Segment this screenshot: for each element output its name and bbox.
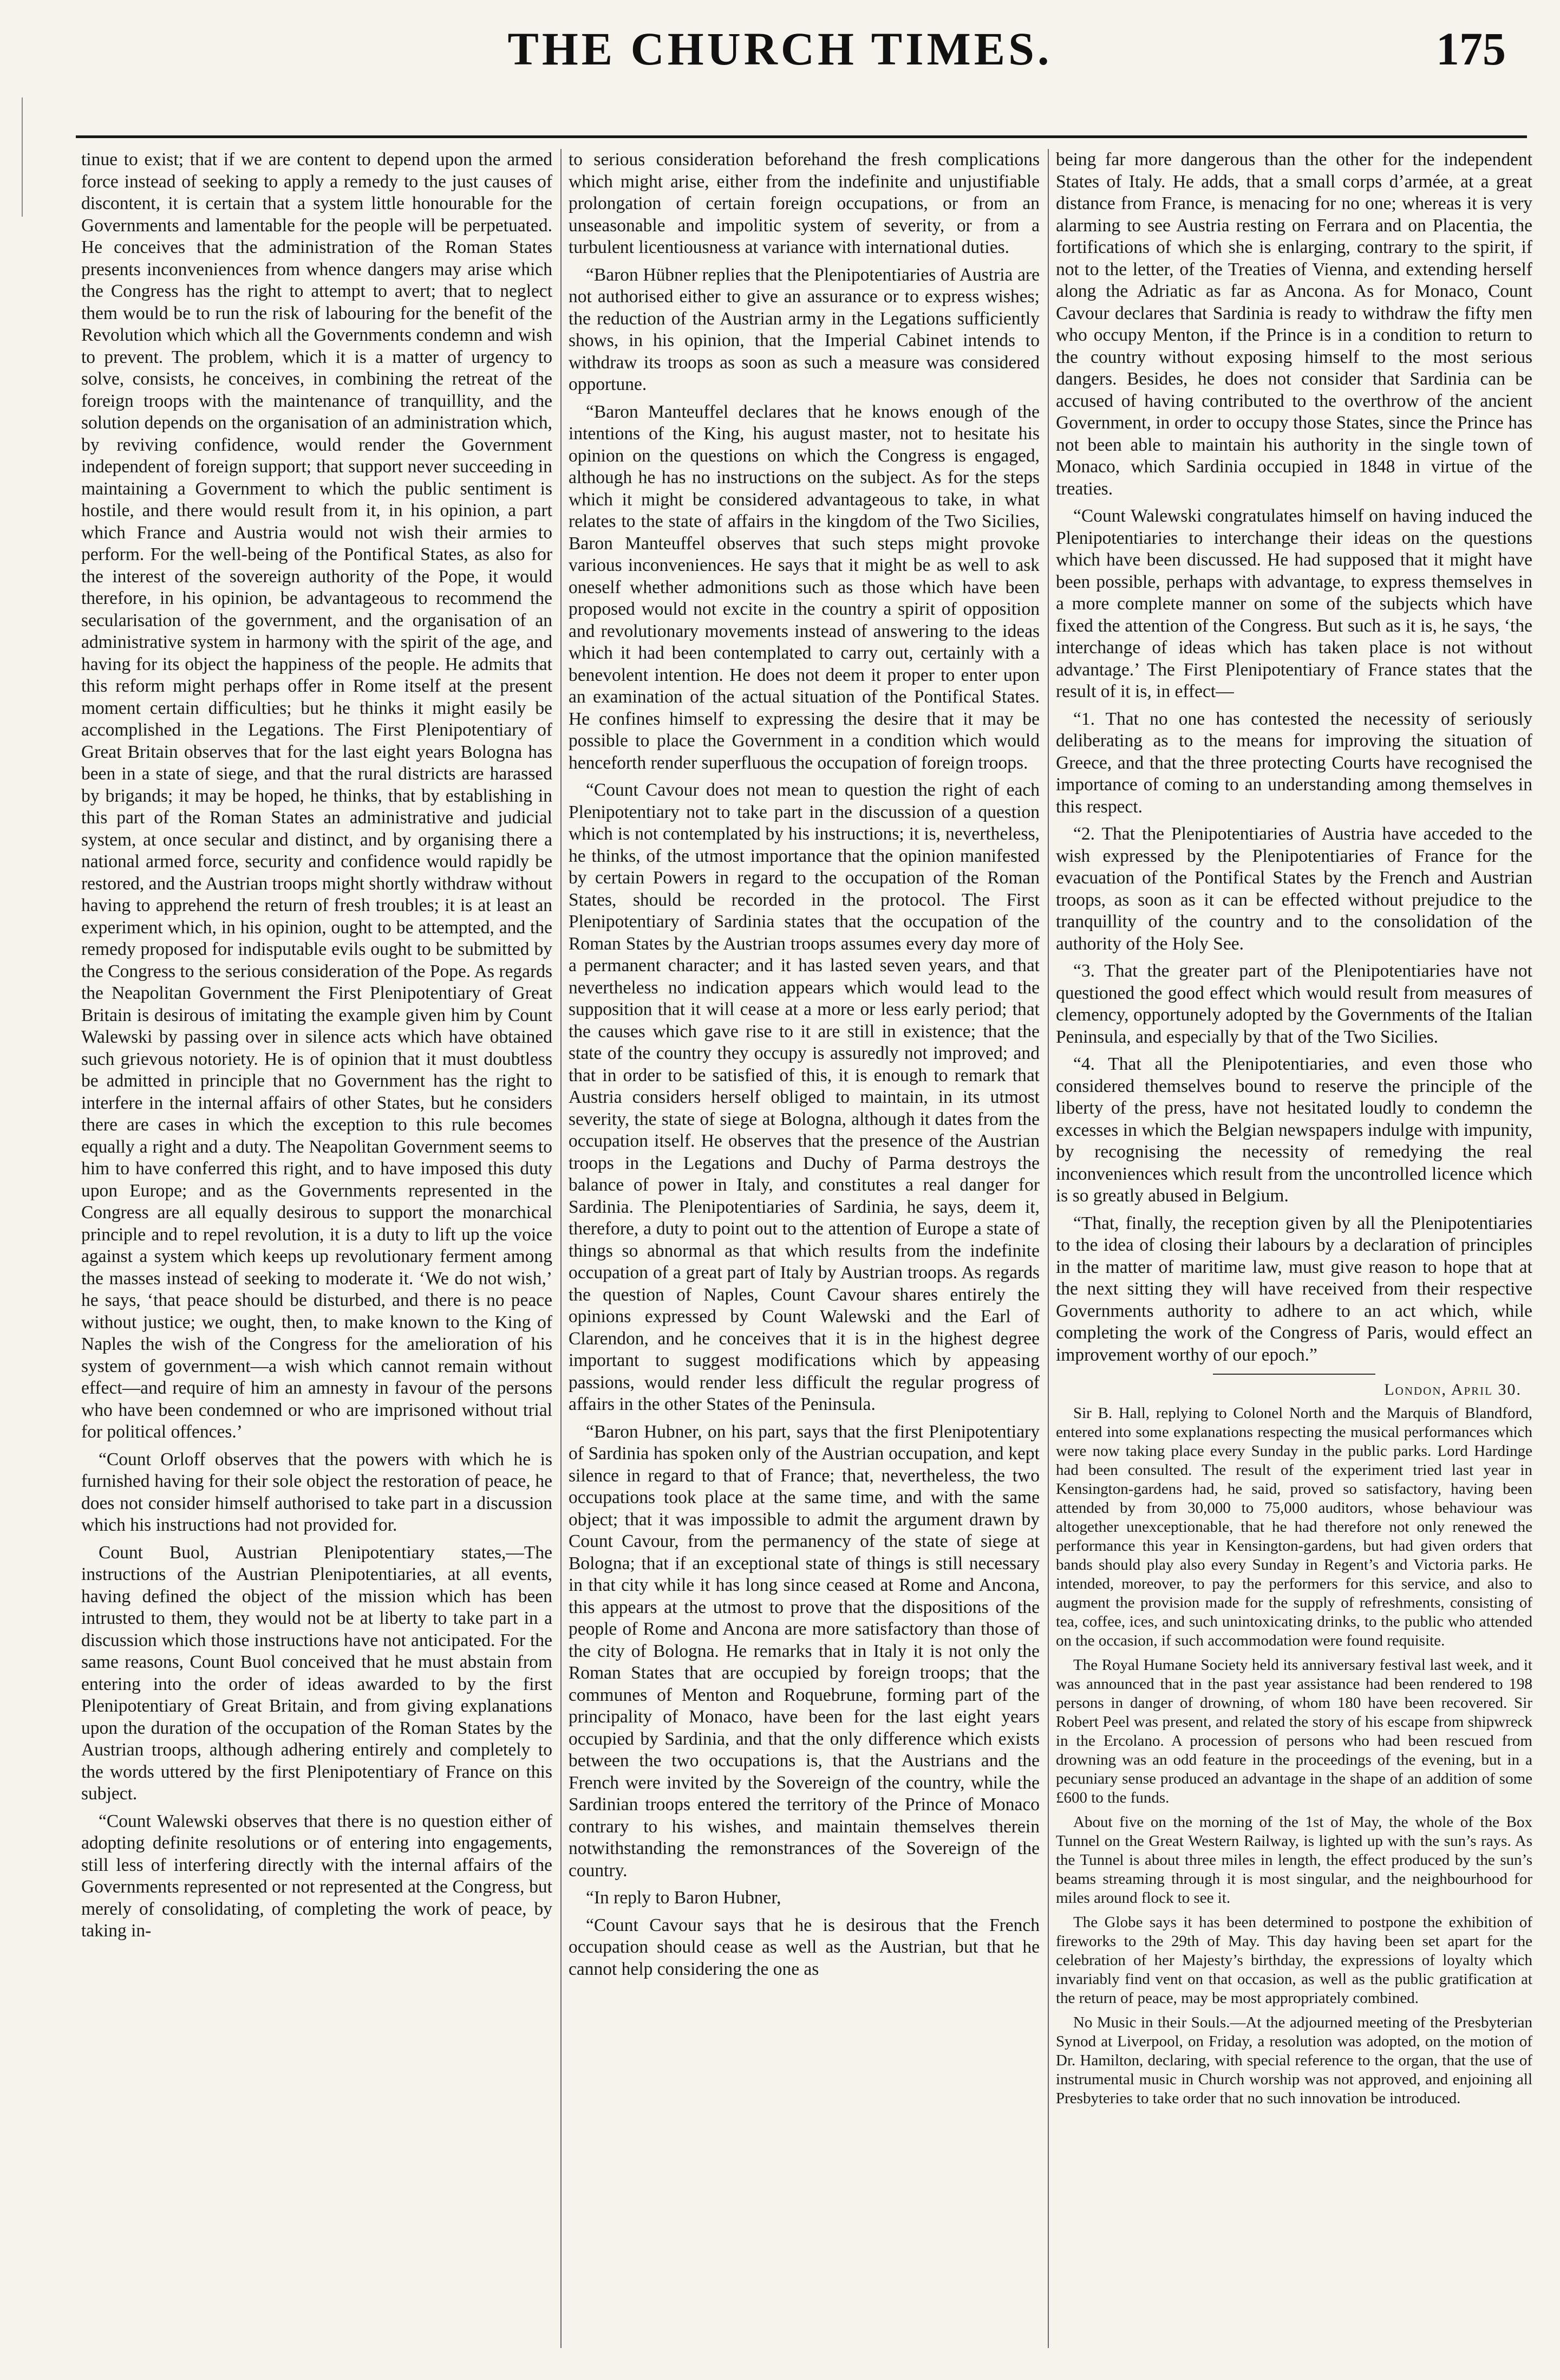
paragraph: “Count Orloff observes that the powers with which he is furnished having for their sole object the restoration of peace, he does not consider himself authorised to take part in a discussion which his instructions had not provided for. xyxy=(81,1449,552,1535)
paragraph: “Count Cavour does not mean to question the right of each Plenipotentiary not to take part in the discussion of a question which is not contemplated by his instructions; it is, nevertheless, he thinks, of the utmost importance that the opinion manifested by certain Powers in regard to the occupation of the Roman States, should be recorded in the protocol. The First Plenipotentiary of Sardinia states that the occupation of the Roman States by the Austrian troops assumes every day more of a permanent character; and it has lasted seven years, and that nevertheless no indication appears which would lead to the supposition that it will cease at a more or less early period; that the causes which gave rise to it are still in existence; that the state of the country they occupy is assuredly not improved; and that in order to be satisfied of this, it is enough to remark that Austria considers herself obliged to maintain, in its utmost severity, the state of siege at Bologna, although it dates from the occupation itself. He observes that the presence of the Austrian troops in the Legations and Duchy of Parma destroys the balance of power in Italy, and constitutes a real danger for Sardinia. The Plenipotentiaries of Sardinia, he says, deem it, therefore, a duty to point out to the attention of Europe a state of things so abnormal as that which results from the indefinite occupation of a great part of Italy by Austrian troops. As regards the question of Naples, Count Cavour shares entirely the opinions expressed by Count Walewski and the Earl of Clarendon, and he conceives that it is in the highest degree important to suggest modifications which by appeasing passions, would render less difficult the regular progress of affairs in the other States of the Peninsula. xyxy=(569,780,1040,1414)
paragraph: to serious consideration beforehand the fresh complications which might arise, either from the indefinite and unjustifiable prolongation of certain foreign occupations, or from an unseasonable and impolitic system of severity, or from a turbulent licentiousness at variance with international duties. xyxy=(569,149,1040,257)
paragraph: “Count Walewski congratulates himself on having induced the Plenipotentiaries to interchange their ideas on the questions which have been discussed. He had supposed that it might have been possible, perhaps with advantage, to express themselves in a more complete manner on some of the subjects which have fixed the attention of the Congress. But such as it is, he says, ‘the interchange of ideas which has taken place is not without advantage.’ The First Plenipotentiary of France states that the result of it is, in effect— xyxy=(1056,506,1532,701)
paragraph: “In reply to Baron Hubner, xyxy=(586,1888,781,1908)
paragraph: “1. That no one has contested the necessity of seriously deliberating as to the means for improving the situation of Greece, and that the three protecting Courts have recognised the importance of coming to an understanding among themselves in this respect. xyxy=(1056,708,1532,817)
paragraph: “2. That the Plenipotentiaries of Austria have acceded to the wish expressed by the Plenipotentiaries of France for the evacuation of the Pontifical States by the French and Austrian troops, as soon as it can be effected without prejudice to the tranquillity of the country and to the consolidation of the authority of the Holy See. xyxy=(1056,824,1532,954)
column-separator xyxy=(1048,149,1049,2348)
news-item: Sir B. Hall, replying to Colonel North and the Marquis of Blandford, entered into some explanations respecting the musical performances which were now taking place every Sunday in the public parks. Lord Hardinge had been consulted. The result of the experiment tried last year in Kensington-gardens had, he said, proved so satisfactory, having been attended by from 30,000 to 75,000 auditors, whose behaviour was altogether unexceptionable, that he had therefore not only renewed the performance this year in Kensington-gardens, but had given orders that bands should play also every Sunday in Regent’s and Victoria parks. He intended, moreover, to pay the performers for this service, and also to augment the provision made for the supply of refreshments, consisting of tea, coffee, ices, and such unintoxicating drinks, to the public who attended on the occasion, if such accommodation were found requisite. xyxy=(1056,1404,1532,1649)
column-1 xyxy=(81,149,552,2348)
news-item: No Music in their Souls.—At the adjourned meeting of the Presbyterian Synod at Liverpool, on Friday, a resolution was adopted, on the motion of Dr. Hamilton, declaring, with special reference to the organ, that the use of instrumental music in Church worship was not approved, and enjoining all Presbyteries to take order that no such innovation be introduced. xyxy=(1056,2014,1532,2107)
column-2 xyxy=(569,149,1040,2348)
column-3 xyxy=(1056,149,1532,2348)
section-rule xyxy=(1213,1374,1375,1375)
margin-mark xyxy=(22,97,23,217)
paragraph: tinue to exist; that if we are content to depend upon the armed force instead of seeking to apply a remedy to the just causes of discontent, it is certain that a system little honourable for the Governments and lamentable for the people will be perpetuated. He conceives that the administration of the Roman States presents inconveniences from whence dangers may arise which the Congress has the right to attempt to avert; that to neglect them would be to run the risk of labouring for the benefit of the Revolution which which all the Governments condemn and wish to prevent. The problem, which it is a matter of urgency to solve, consists, he conceives, in combining the retreat of the foreign troops with the maintenance of tranquillity, and the solution depends on the organisation of an administration which, by reviving confidence, would render the Government independent of foreign support; that support never succeeding in maintaining a Government to which the public sentiment is hostile, and there would result from it, in his opinion, a part which France and Austria would not wish their armies to perform. For the well-being of the Pontifical States, as also for the interest of the sovereign authority of the Pope, it would therefore, in his opinion, be advantageous to recommend the secularisation of the government, and the organisation of an administrative system in harmony with the spirit of the age, and having for its object the happiness of the people. He admits that this reform might perhaps offer in Rome itself at the present moment certain difficulties; but he thinks it might easily be accomplished in the Legations. The First Plenipotentiary of Great Britain observes that for the last eight years Bologna has been in a state of siege, and that the rural districts are harassed by brigands; it may be hoped, he thinks, that by establishing in this part of the Roman States an administrative and judicial system, at once secular and distinct, and by organising there a national armed force, security and confidence would rapidly be restored, and the Austrian troops might shortly withdraw without having to apprehend the return of fresh troubles; it is at least an experiment which, in his opinion, ought to be attempted, and the remedy proposed for indisputable evils ought to be submitted by the Congress to the serious consideration of the Pope. As regards the Neapolitan Government the First Plenipotentiary of Great Britain is desirous of imitating the example given him by Count Walewski by passing over in silence acts which have obtained such grievous notoriety. He is of opinion that it must doubtless be admitted in principle that no Government has the right to interfere in the internal affairs of other States, but he considers there are cases in which the exception to this rule becomes equally a right and a duty. The Neapolitan Government seems to him to have conferred this right, and to have imposed this duty upon Europe; and as the Governments represented in the Congress are all equally desirous to support the monarchical principle and to repel revolution, it is a duty to lift up the voice against a system which keeps up revolutionary ferment among the masses instead of seeking to moderate it. ‘We do not wish,’ he says, ‘that peace should be disturbed, and there is no peace without justice; we ought, then, to make known to the King of Naples the wish of the Congress for the amelioration of his system of government—a wish which cannot remain without effect—and require of him an amnesty in favour of the persons who have been condemned or who are imprisoned without trial for political offences.’ xyxy=(81,149,552,1442)
paragraph: “3. That the greater part of the Plenipotentiaries have not questioned the good effect which would result from measures of clemency, opportunely adopted by the Governments of the Italian Peninsula, and especially by that of the Two Sicilies. xyxy=(1056,961,1532,1047)
paragraph: “Baron Manteuffel declares that he knows enough of the intentions of the King, his august master, not to hesitate his opinion on the questions on which the Congress is engaged, although he has no instructions on the subject. As for the steps which it might be considered advantageous to take, in what relates to the state of affairs in the kingdom of the Two Sicilies, Baron Manteuffel observes that such steps might provoke various inconveniences. He says that it might be as well to ask oneself whether admonitions such as those which have been proposed would not excite in the country a spirit of opposition and revolutionary movements instead of answering to the ideas which it had been contemplated to carry out, certainly with a benevolent intention. He does not deem it proper to enter upon an examination of the actual situation of the Pontifical States. He confines himself to expressing the desire that it may be possible to place the Government in a condition which would henceforth render superfluous the occupation of foreign troops. xyxy=(569,401,1040,773)
paragraph: being far more dangerous than the other for the independent States of Italy. He adds, that a small corps d’armée, at a great distance from France, is menacing for no one; whereas it is very alarming to see Austria resting on Ferrara and on Placentia, the fortifications of which she is enlarging, contrary to the spirit, if not to the letter, of the Treaties of Vienna, and extending herself along the Adriatic as far as Ancona. As for Monaco, Count Cavour declares that Sardinia is ready to withdraw the fifty men who occupy Menton, if the Prince is in a condition to return to the country without exposing himself to the most serious dangers. Besides, he does not consider that Sardinia can be accused of having contributed to the overthrow of the ancient Government, in order to occupy those States, since the Prince has not been able to maintain his authority in the single town of Monaco, which Sardinia occupied in 1848 in virtue of the treaties. xyxy=(1056,149,1532,499)
news-item: The Royal Humane Society held its anniversary festival last week, and it was announced that in the past year assistance had been rendered to 198 persons in danger of drowning, of whom 180 have been recovered. Sir Robert Peel was present, and related the story of his escape from shipwreck in the Ercolano. A procession of persons who had been rescued from drowning was an odd feature in the proceedings of the evening, but in a pecuniary sense produced an advantage in the shape of an addition of some £600 to the funds. xyxy=(1056,1656,1532,1806)
masthead xyxy=(32,22,1528,87)
dateline: London, April 30. xyxy=(1384,1381,1522,1399)
paragraph: “That, finally, the reception given by all the Plenipotentiaries to the idea of closing their labours by a declaration of principles in the matter of maritime law, must give reason to hope that at the next sitting they will have received from their respective Governments authority to adhere to an act which, while completing the work of the Congress of Paris, would effect an improvement worthy of our epoch.” xyxy=(1056,1213,1532,1365)
page-number: 175 xyxy=(1436,23,1506,75)
news-item: The Globe says it has been determined to postpone the exhibition of fireworks to the 29th of May. This day having been set apart for the celebration of her Majesty’s birthday, the expressions of loyalty which invariably find vent on that occasion, as well as the public gratification at the return of peace, may be most appropriately combined. xyxy=(1056,1914,1532,2007)
column-separator xyxy=(560,149,562,2348)
paragraph: “4. That all the Plenipotentiaries, and even those who considered themselves bound to reserve the principle of the liberty of the press, have not hesitated loudly to condemn the excesses in which the Belgian newspapers indulge with impunity, by recognising the necessity of remedying the real inconveniences which result from the uncontrolled licence which is so greatly abused in Belgium. xyxy=(1056,1054,1532,1206)
paragraph: Count Buol, Austrian Plenipotentiary states,—The instructions of the Austrian Plenipotentiaries, at all events, having defined the object of the mission which has been intrusted to them, they would not be at liberty to take part in a discussion which those instructions have not anticipated. For the same reasons, Count Buol conceived that he must abstain from entering into the order of ideas awarded to by the first Plenipotentiary of Great Britain, and from giving explanations upon the duration of the occupation of the Roman States by the Austrian troops, although adhering entirely and completely to the words uttered by the first Plenipotentiary of France on this subject. xyxy=(81,1542,552,1804)
paragraph: “Count Walewski observes that there is no question either of adopting definite resolutions or of entering into engagements, still less of interfering directly with the internal affairs of the Governments represented or not represented at the Congress, but merely of consolidating, of completing the work of peace, by taking in- xyxy=(81,1811,552,1941)
paragraph: “Baron Hübner replies that the Plenipotentiaries of Austria are not authorised either to give an assurance or to express wishes; the reduction of the Austrian army in the Legations sufficiently shows, in his opinion, that the Imperial Cabinet intends to withdraw its troops as soon as such a measure was considered opportune. xyxy=(569,264,1040,394)
news-item: About five on the morning of the 1st of May, the whole of the Box Tunnel on the Great Western Railway, is lighted up with the sun’s rays. As the Tunnel is about three miles in length, the effect produced by the sun’s beams streaming through it is most singular, and the neighbourhood for miles around flock to see it. xyxy=(1056,1813,1532,1907)
paragraph: “Count Cavour says that he is desirous that the French occupation should cease as well as the Austrian, but that he cannot help considering the one as xyxy=(569,1915,1040,1979)
masthead-rule xyxy=(76,135,1527,138)
newspaper-title: THE CHURCH TIMES. xyxy=(507,23,1053,75)
paragraph: “Baron Hubner, on his part, says that the first Plenipotentiary of Sardinia has spoken only of the Austrian occupation, and kept silence in regard to that of France; that, nevertheless, the two occupations took place at the same time, and with the same object; that it was impossible to admit the argument drawn by Count Cavour, from the permanency of the state of siege at Bologna; that if an exceptional state of things is still necessary in that city while it has long since ceased at Rome and Ancona, this appears at the utmost to prove that the dispositions of the people of Rome and Ancona are more satisfactory than those of the city of Bologna. He remarks that in Italy it is not only the Roman States that are occupied by foreign troops; that the communes of Menton and Roquebrune, forming part of the principality of Monaco, have been for the last eight years occupied by Sardinia, and that the only difference which exists between the two occupations is, that the Austrians and the French were invited by the Sovereign of the country, while the Sardinian troops entered the territory of the Prince of Monaco contrary to his wishes, and maintain themselves therein notwithstanding the remonstrances of the Sovereign of the country. xyxy=(569,1421,1040,1881)
